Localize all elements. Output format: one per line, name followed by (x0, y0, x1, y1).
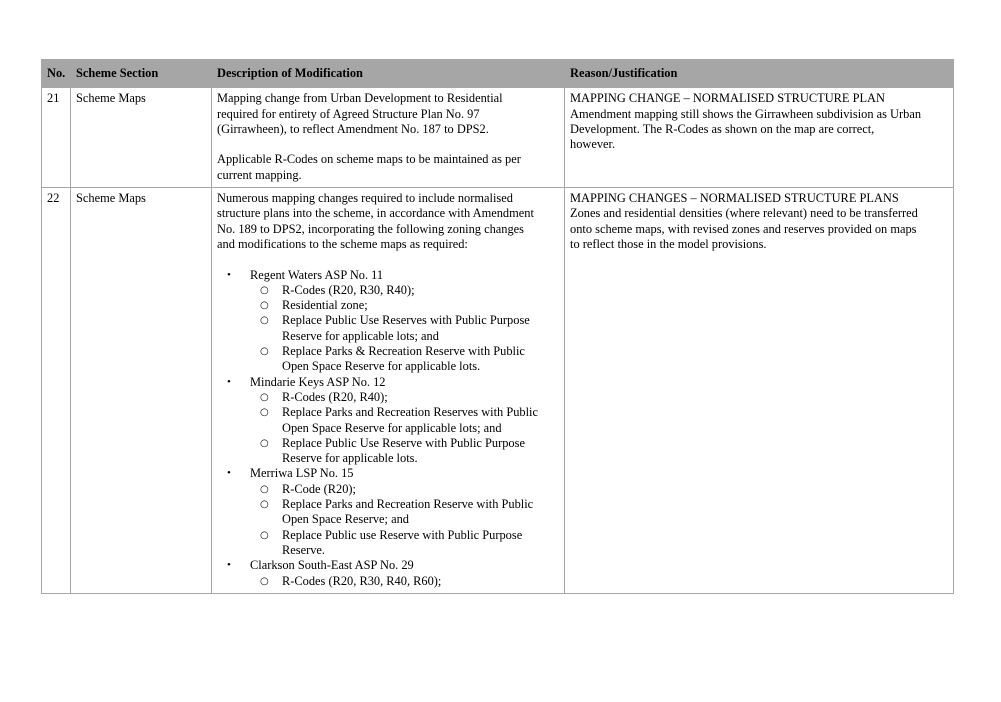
change-item (250, 528, 560, 559)
table-row-21 (42, 88, 954, 188)
table-row-22 (42, 188, 954, 594)
description-line: current mapping. (217, 167, 302, 182)
structure-plan-changes (250, 283, 560, 375)
change-line: ○ Replace Public Use Reserves with Public Purpose (282, 313, 530, 328)
table-header-row (42, 60, 954, 88)
structure-plan-name: • Merriwa LSP No. 15 (250, 466, 354, 481)
change-item (250, 482, 560, 497)
structure-plan-name: • Mindarie Keys ASP No. 12 (250, 374, 386, 389)
modifications-table (41, 59, 954, 594)
change-line: ○ Replace Public use Reserve with Public Purpose (282, 527, 523, 542)
reason-line: Amendment mapping still shows the Girrawheen subdivision as Urban (570, 106, 922, 121)
change-item (250, 344, 560, 375)
structure-plan-changes (250, 574, 560, 589)
paragraph-gap (217, 137, 560, 152)
change-item (250, 497, 560, 528)
change-line: ○ R-Code (R20); (282, 481, 356, 496)
header-no: No. (42, 60, 71, 88)
description-line: Mapping change from Urban Development to Residential (217, 91, 503, 106)
change-line: ○ Replace Public Use Reserve with Public Purpose (282, 435, 525, 450)
row-scheme-section: Scheme Maps (71, 88, 212, 188)
change-line: Reserve for applicable lots; and (282, 328, 439, 343)
reason-line: Development. The R-Codes as shown on the map are correct, (570, 121, 875, 136)
change-line: ○ R-Codes (R20, R30, R40); (282, 282, 415, 297)
row-description (212, 88, 565, 188)
description-line: No. 189 to DPS2, incorporating the following zoning changes (217, 221, 524, 236)
description-line: (Girrawheen), to reflect Amendment No. 187 to DPS2. (217, 121, 489, 136)
change-item (250, 283, 560, 298)
structure-plan-item (217, 558, 560, 589)
change-line: ○ Residential zone; (282, 298, 368, 313)
structure-plan-list (217, 268, 560, 589)
description-line: required for entirety of Agreed Structure Plan No. 97 (217, 106, 480, 121)
reason-line: onto scheme maps, with revised zones and reserves provided on maps (570, 221, 917, 236)
change-line: ○ R-Codes (R20, R40); (282, 389, 388, 404)
structure-plan-name: • Clarkson South-East ASP No. 29 (250, 558, 414, 573)
structure-plan-changes (250, 482, 560, 558)
reason-title: MAPPING CHANGES – NORMALISED STRUCTURE PLANS (570, 191, 899, 206)
structure-plan-name: • Regent Waters ASP No. 11 (250, 267, 384, 282)
change-line: ○ R-Codes (R20, R30, R40, R60); (282, 573, 442, 588)
structure-plan-item (217, 466, 560, 558)
structure-plan-changes (250, 390, 560, 466)
row-number: 21 (42, 88, 71, 188)
change-line: ○ Replace Parks and Recreation Reserve with Public (282, 497, 534, 512)
row-reason (565, 188, 954, 594)
description-line: and modifications to the scheme maps as required: (217, 236, 468, 251)
reason-line: Zones and residential densities (where relevant) need to be transferred (570, 206, 918, 221)
change-item (250, 436, 560, 467)
change-line: Reserve for applicable lots. (282, 451, 418, 466)
structure-plan-item (217, 375, 560, 467)
header-scheme-section: Scheme Section (71, 60, 212, 88)
row-description (212, 188, 565, 594)
change-line: Open Space Reserve for applicable lots. (282, 359, 481, 374)
description-line: structure plans into the scheme, in accordance with Amendment (217, 206, 534, 221)
row-scheme-section: Scheme Maps (71, 188, 212, 594)
change-item (250, 298, 560, 313)
row-number: 22 (42, 188, 71, 594)
change-item (250, 390, 560, 405)
change-item (250, 405, 560, 436)
reason-line: however. (570, 137, 616, 152)
change-item (250, 574, 560, 589)
description-line: Applicable R-Codes on scheme maps to be maintained as per (217, 152, 521, 167)
row-reason (565, 88, 954, 188)
change-line: ○ Replace Parks and Recreation Reserves with Public (282, 405, 538, 420)
change-line: ○ Replace Parks & Recreation Reserve with Public (282, 344, 525, 359)
structure-plan-item (217, 268, 560, 375)
change-line: Open Space Reserve; and (282, 512, 409, 527)
change-line: Open Space Reserve for applicable lots; and (282, 420, 502, 435)
change-item (250, 313, 560, 344)
reason-title: MAPPING CHANGE – NORMALISED STRUCTURE PLAN (570, 91, 885, 106)
change-line: Reserve. (282, 542, 326, 557)
reason-line: to reflect those in the model provisions. (570, 236, 767, 251)
header-description: Description of Modification (212, 60, 565, 88)
description-line: Numerous mapping changes required to include normalised (217, 191, 513, 206)
header-reason: Reason/Justification (565, 60, 954, 88)
